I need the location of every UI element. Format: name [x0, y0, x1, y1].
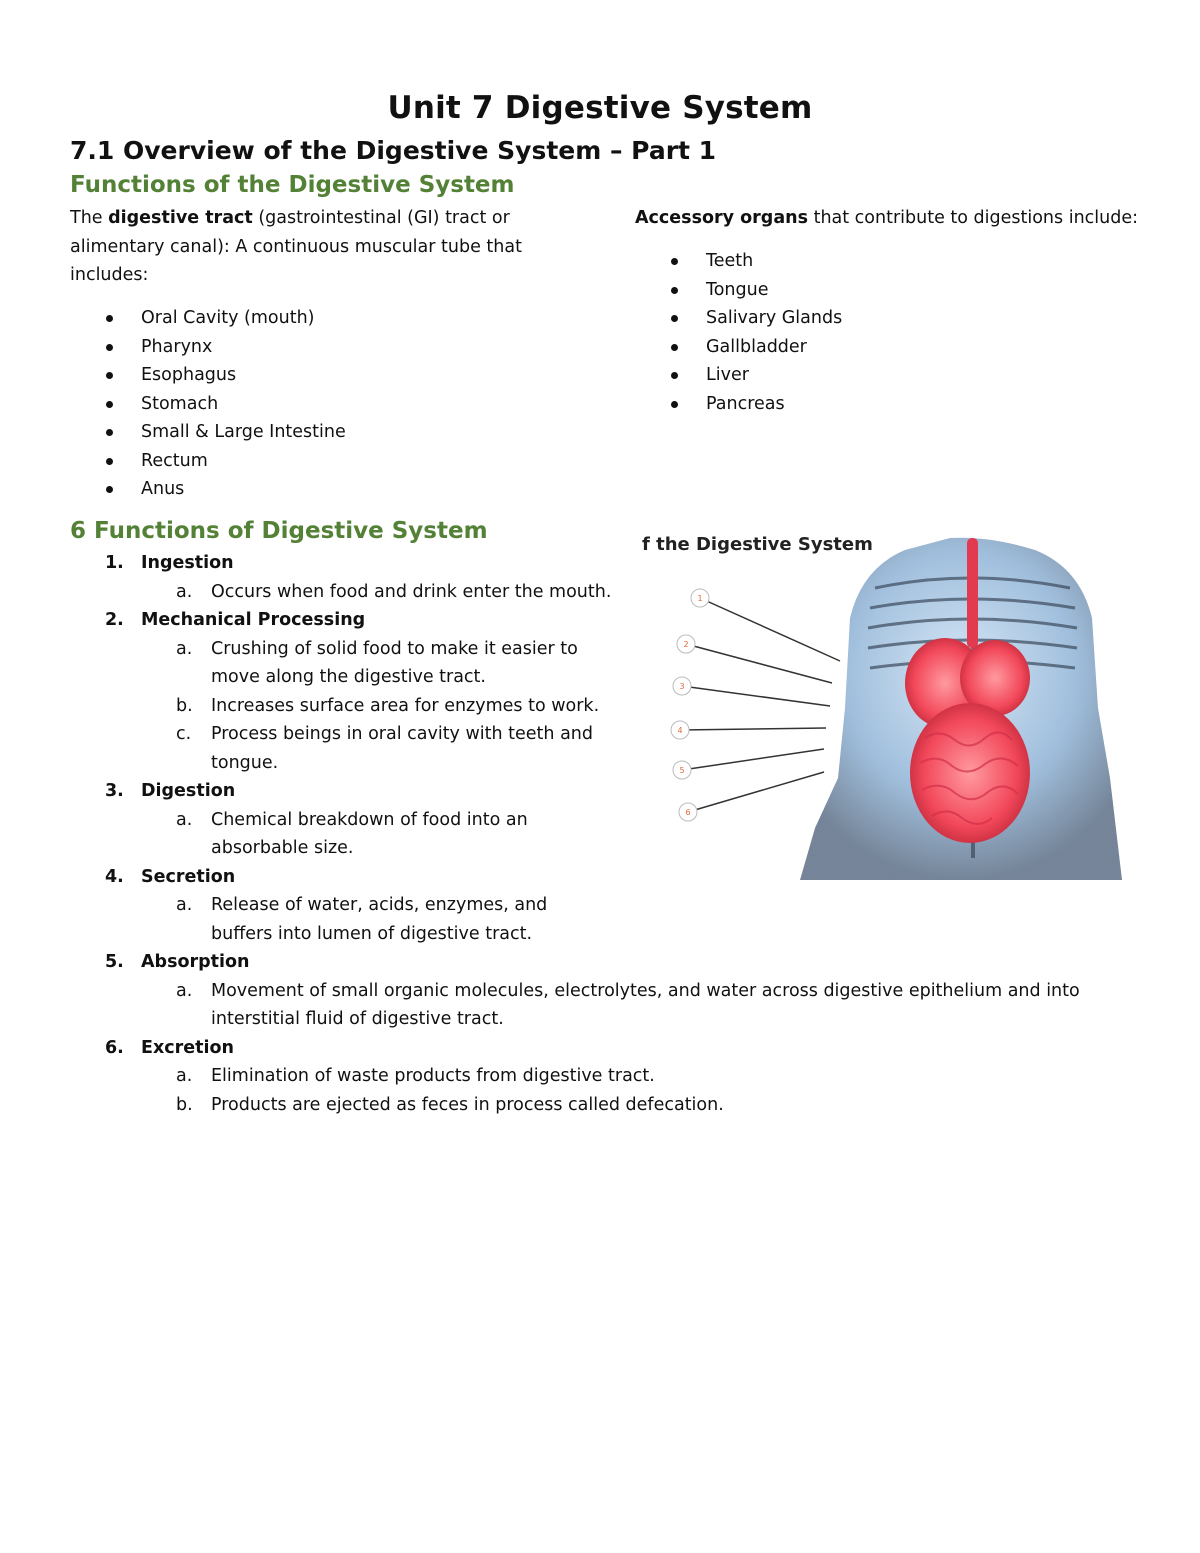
- list-item-text: Tongue: [706, 279, 769, 300]
- list-item-text: Small & Large Intestine: [141, 422, 346, 442]
- function-item-excretion: [70, 1034, 1150, 1063]
- function-title: Absorption: [141, 952, 250, 972]
- bullet-icon: [106, 486, 113, 493]
- callout-6: 6: [685, 808, 691, 817]
- list-item-text: Pharynx: [141, 336, 213, 357]
- bullet-icon: [671, 258, 678, 265]
- function-detail: [176, 635, 611, 692]
- list-item-text: Stomach: [141, 393, 219, 414]
- list-item-text: Salivary Glands: [706, 308, 843, 328]
- detail-letter: a.: [176, 1066, 193, 1086]
- detail-letter: a.: [176, 980, 193, 1001]
- callout-2: 2: [683, 640, 689, 649]
- list-item: [141, 304, 346, 333]
- callout-lines: [680, 598, 840, 812]
- function-title: Mechanical Processing: [141, 610, 366, 630]
- function-number: 3.: [105, 781, 124, 801]
- accessory-organs-list: [706, 247, 842, 418]
- function-detail: [176, 977, 1091, 1034]
- list-item-text: Oral Cavity (mouth): [141, 308, 315, 328]
- detail-letter: a.: [176, 581, 193, 602]
- esophagus-shape: [967, 538, 978, 648]
- figure-caption: f the Digestive System: [642, 534, 873, 555]
- bullet-icon: [106, 401, 113, 408]
- tract-prefix: The: [70, 208, 109, 228]
- digestive-system-figure: [640, 528, 1125, 883]
- function-number: 1.: [105, 553, 124, 573]
- digestive-tract-list: [141, 304, 346, 504]
- list-item: [706, 247, 842, 276]
- detail-text: Increases surface area for enzymes to work.: [211, 695, 600, 716]
- six-functions-heading: 6 Functions of Digestive System: [70, 518, 488, 544]
- detail-text: Elimination of waste products from digestive tract.: [211, 1066, 655, 1086]
- function-detail: [176, 1091, 1150, 1120]
- list-item: [706, 276, 842, 305]
- list-item: [706, 361, 842, 390]
- list-item-text: Rectum: [141, 450, 208, 471]
- list-item: [141, 390, 346, 419]
- list-item: [706, 390, 842, 419]
- detail-letter: b.: [176, 1094, 193, 1115]
- bullet-icon: [671, 287, 678, 294]
- list-item-text: Anus: [141, 479, 185, 499]
- detail-letter: b.: [176, 695, 193, 716]
- tract-term: digestive tract: [108, 208, 253, 228]
- bullet-icon: [106, 315, 113, 322]
- detail-text: Movement of small organic molecules, electrolytes, and water across digestive epithelium and into interstitial fluid of digestive tract.: [211, 980, 1080, 1029]
- detail-letter: a.: [176, 809, 193, 830]
- callout-markers: [671, 589, 709, 821]
- list-item-text: Gallbladder: [706, 336, 807, 357]
- list-item-text: Liver: [706, 365, 749, 385]
- digestive-tract-intro: [70, 204, 540, 290]
- callout-5: 5: [679, 766, 685, 775]
- bullet-icon: [106, 458, 113, 465]
- detail-letter: c.: [176, 724, 192, 744]
- function-detail: [176, 1062, 1150, 1091]
- detail-text: Products are ejected as feces in process called defecation.: [211, 1094, 724, 1115]
- function-title: Secretion: [141, 866, 236, 887]
- list-item: [141, 447, 346, 476]
- list-item: [141, 333, 346, 362]
- detail-letter: a.: [176, 895, 193, 915]
- page-title: Unit 7 Digestive System: [387, 90, 813, 126]
- callout-3: 3: [679, 682, 685, 691]
- list-item-text: Pancreas: [706, 393, 785, 414]
- bullet-icon: [671, 401, 678, 408]
- function-detail: [176, 891, 611, 948]
- bullet-icon: [671, 372, 678, 379]
- section-heading: 7.1 Overview of the Digestive System – Part 1: [70, 136, 717, 165]
- function-number: 6.: [105, 1037, 124, 1058]
- detail-text: Process beings in oral cavity with teeth and tongue.: [211, 724, 594, 773]
- bullet-icon: [106, 429, 113, 436]
- detail-text: Release of water, acids, enzymes, and buffers into lumen of digestive tract.: [211, 895, 548, 944]
- list-item: [141, 475, 346, 504]
- list-item: [706, 333, 842, 362]
- digestive-system-illustration: [640, 528, 1125, 883]
- callout-1: 1: [697, 594, 703, 603]
- list-item: [141, 361, 346, 390]
- list-item: [141, 418, 346, 447]
- list-item-text: Esophagus: [141, 365, 237, 385]
- detail-text: Crushing of solid food to make it easier to move along the digestive tract.: [211, 638, 578, 687]
- callout-4: 4: [677, 726, 683, 735]
- function-number: 2.: [105, 610, 124, 630]
- detail-letter: a.: [176, 638, 193, 659]
- bullet-icon: [106, 372, 113, 379]
- list-item: [706, 304, 842, 333]
- accessory-term: Accessory organs: [635, 208, 809, 228]
- list-item-text: Teeth: [706, 251, 754, 271]
- function-title: Ingestion: [141, 553, 234, 573]
- function-detail: [176, 806, 611, 863]
- function-detail: [176, 720, 611, 777]
- function-title: Excretion: [141, 1037, 234, 1058]
- function-number: 5.: [105, 952, 124, 972]
- functions-heading: Functions of the Digestive System: [70, 172, 515, 198]
- detail-text: Occurs when food and drink enter the mouth.: [211, 581, 612, 602]
- bullet-icon: [671, 344, 678, 351]
- bullet-icon: [106, 344, 113, 351]
- accessory-organs-intro: [635, 204, 1155, 233]
- bullet-icon: [671, 315, 678, 322]
- function-title: Digestion: [141, 781, 236, 801]
- detail-text: Chemical breakdown of food into an absorbable size.: [211, 809, 528, 858]
- function-number: 4.: [105, 866, 124, 887]
- tract-definition: (gastrointestinal (GI) tract or alimentary canal): A continuous muscular tube that includes:: [70, 208, 522, 285]
- function-item-absorption: [70, 948, 1150, 977]
- accessory-definition: that contribute to digestions include:: [808, 208, 1139, 228]
